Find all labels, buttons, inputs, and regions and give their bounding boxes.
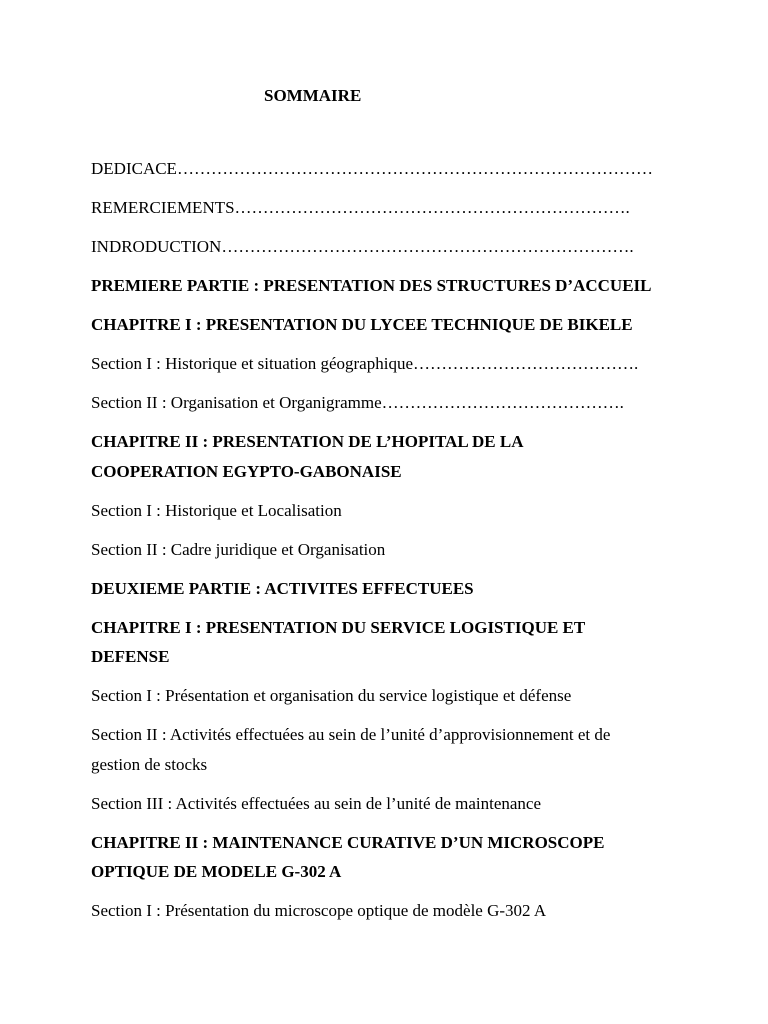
toc-section-entry: Section I : Historique et Localisation (91, 500, 342, 520)
toc-section-entry: Section I : Présentation du microscope optique de modèle G-302 A (91, 901, 547, 920)
toc-section-entry: Section II : Organisation et Organigramme……………………………………. (91, 393, 624, 412)
toc-part-1-heading: PREMIERE PARTIE : PRESENTATION DES STRUCTURES D’ACCUEIL (91, 276, 652, 295)
toc-entry-dedicace: DEDICACE………………………………………………………………………… (91, 159, 653, 178)
toc-section-entry: Section I : Historique et situation géographique…………………………………. (91, 354, 639, 373)
toc-entry-introduction: INDRODUCTION………………………………………………………………. (91, 237, 634, 256)
toc-chapter-1-heading: CHAPITRE I : PRESENTATION DU LYCEE TECHNIQUE DE BIKELE (91, 315, 633, 334)
toc-section-entry: Section I : Présentation et organisation du service logistique et défense (91, 686, 572, 705)
toc-section-entry: Section III : Activités effectuées au sein de l’unité de maintenance (91, 793, 542, 813)
toc-section-entry: Section II : Cadre juridique et Organisation (91, 539, 386, 559)
toc-chapter-1-heading: CHAPITRE I : PRESENTATION DU SERVICE LOGISTIQUE ET DEFENSE (91, 617, 585, 666)
page-title: SOMMAIRE (264, 86, 362, 105)
toc-section-entry: Section II : Activités effectuées au sein de l’unité d’approvisionnement et de gestion de stocks (91, 725, 611, 774)
toc-chapter-2-heading: CHAPITRE II : MAINTENANCE CURATIVE D’UN MICROSCOPE OPTIQUE DE MODELE G-302 A (91, 832, 605, 881)
toc-entry-remerciements: REMERCIEMENTS……………………………………………………………. (91, 198, 630, 217)
table-of-contents (91, 154, 701, 935)
toc-chapter-2-heading: CHAPITRE II : PRESENTATION DE L’HOPITAL DE LA COOPERATION EGYPTO-GABONAISE (91, 432, 523, 481)
toc-part-2-heading: DEUXIEME PARTIE : ACTIVITES EFFECTUEES (91, 578, 474, 598)
